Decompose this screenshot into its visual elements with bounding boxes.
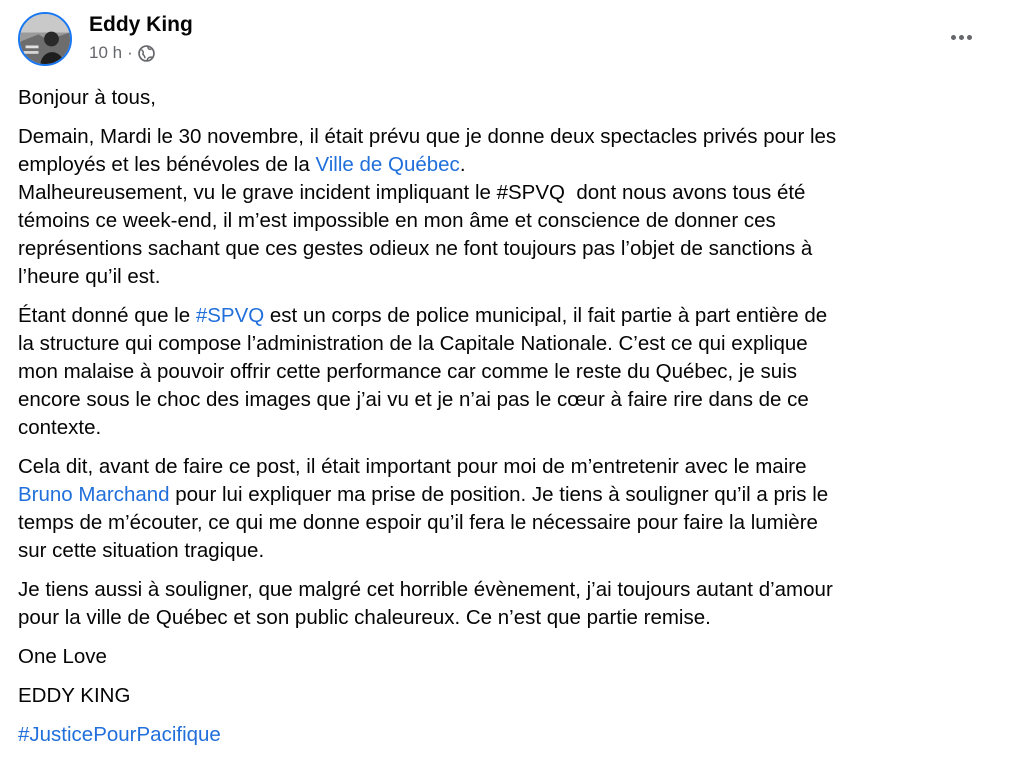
- paragraph-3-line: sur cette situation tragique.: [18, 539, 265, 562]
- ville-de-quebec-link[interactable]: Ville de Québec: [315, 153, 460, 176]
- greeting-paragraph: [18, 84, 993, 112]
- paragraph-3-line: Cela dit, avant de faire ce post, il était important pour moi de m’entretenir avec le maire: [18, 455, 807, 478]
- author-name[interactable]: Eddy King: [89, 13, 193, 36]
- paragraph-2-line: [18, 302, 993, 330]
- paragraph-2-line: mon malaise à pouvoir offrir cette performance car comme le reste du Québec, je suis: [18, 360, 797, 383]
- paragraph-1-line: Malheureusement, vu le grave incident impliquant le #SPVQ dont nous avons tous été: [18, 181, 806, 204]
- post-meta: [89, 43, 155, 63]
- post-header: [0, 0, 1012, 82]
- text-fragment: employés et les bénévoles de la: [18, 153, 316, 176]
- text-fragment: pour lui expliquer ma prise de position. Je tiens à souligner qu’il a pris le: [169, 483, 829, 506]
- more-dot: [959, 35, 964, 40]
- meta-separator: ·: [127, 43, 133, 62]
- post-body: [18, 84, 993, 760]
- paragraph-1-line: Demain, Mardi le 30 novembre, il était prévu que je donne deux spectacles privés pour les: [18, 125, 837, 148]
- signoff-line: EDDY KING: [18, 684, 131, 707]
- post-time[interactable]: 10 h: [89, 43, 123, 62]
- greeting: Bonjour à tous,: [18, 86, 156, 109]
- hashtag-paragraph: [18, 721, 993, 749]
- paragraph-3-line: temps de m’écouter, ce qui me donne espoir qu’il fera le nécessaire pour faire la lumière: [18, 511, 818, 534]
- signoff-one-love: [18, 643, 993, 671]
- more-dot: [967, 35, 972, 40]
- paragraph-2-line: contexte.: [18, 416, 102, 439]
- avatar-image: [20, 14, 70, 64]
- text-fragment: Étant donné que le: [18, 304, 196, 327]
- more-options-icon[interactable]: [946, 25, 976, 49]
- paragraph-1: [18, 123, 993, 291]
- signoff-name: [18, 682, 993, 710]
- text-fragment: .: [459, 153, 466, 176]
- paragraph-4-line: Je tiens aussi à souligner, que malgré cet horrible évènement, j’ai toujours autant d’amour: [18, 578, 833, 601]
- paragraph-2: [18, 302, 993, 442]
- more-dot: [951, 35, 956, 40]
- text-fragment: est un corps de police municipal, il fait partie à part entière de: [264, 304, 828, 327]
- paragraph-4-line: pour la ville de Québec et son public chaleureux. Ce n’est que partie remise.: [18, 606, 711, 629]
- paragraph-1-line: [18, 151, 993, 179]
- paragraph-3: [18, 453, 993, 565]
- bruno-marchand-link[interactable]: Bruno Marchand: [18, 483, 170, 506]
- paragraph-4: [18, 576, 993, 632]
- paragraph-1-line: témoins ce week-end, il m’est impossible en mon âme et conscience de donner ces: [18, 209, 776, 232]
- paragraph-3-line: [18, 481, 993, 509]
- signoff-line: One Love: [18, 645, 107, 668]
- globe-icon[interactable]: [138, 45, 155, 62]
- paragraph-2-line: encore sous le choc des images que j’ai vu et je n’ai pas le cœur à faire rire dans de ce: [18, 388, 809, 411]
- paragraph-1-line: l’heure qu’il est.: [18, 265, 161, 288]
- paragraph-2-line: la structure qui compose l’administration de la Capitale Nationale. C’est ce qui explique: [18, 332, 808, 355]
- author-avatar[interactable]: [18, 12, 72, 66]
- spvq-hashtag-link[interactable]: #SPVQ: [195, 304, 265, 327]
- justice-hashtag-link[interactable]: #JusticePourPacifique: [18, 723, 221, 746]
- paragraph-1-line: représentions sachant que ces gestes odieux ne font toujours pas l’objet de sanctions à: [18, 237, 813, 260]
